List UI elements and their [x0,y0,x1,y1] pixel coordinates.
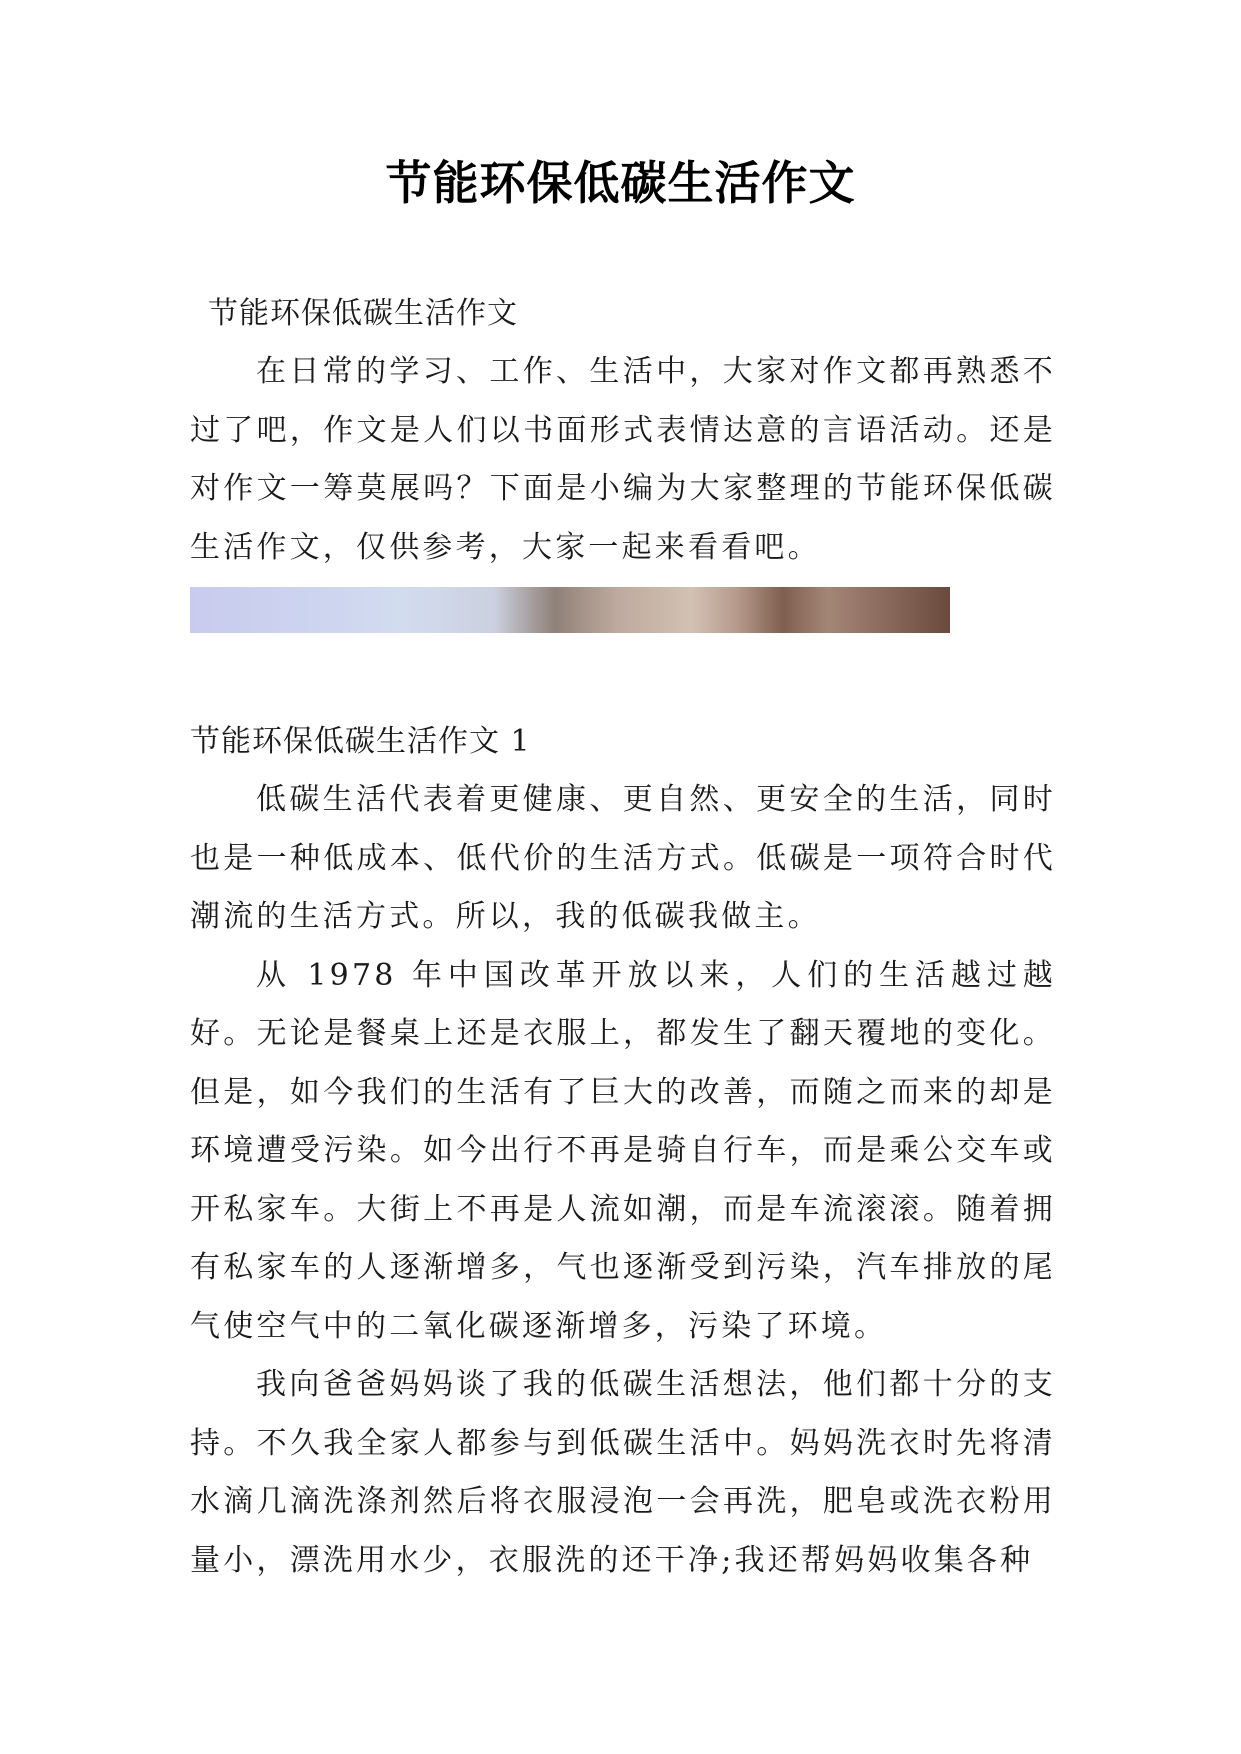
document-body [190,285,1056,1590]
section-heading: 节能环保低碳生活作文 1 [190,724,531,759]
body-paragraph: 从 1978 年中国改革开放以来，人们的生活越过越好。无论是餐桌上还是衣服上，都发生了翻天覆地的变化。但是，如今我们的生活有了巨大的改善，而随之而来的却是环境遭受污染。如今出行不再是骑自行车，而是乘公交车或开私家车。大街上不再是人流如潮，而是车流滚滚。随着拥有私家车的人逐渐增多，气也逐渐受到污染，汽车排放的尾气使空气中的二氧化碳逐渐增多，污染了环境。 [190,957,1056,1344]
banner-image [190,587,950,633]
document-subtitle: 节能环保低碳生活作文 [208,296,518,331]
intro-paragraph: 在日常的学习、工作、生活中，大家对作文都再熟悉不过了吧，作文是人们以书面形式表情达意的言语活动。还是对作文一筹莫展吗？下面是小编为大家整理的节能环保低碳生活作文，仅供参考，大家一起来看看吧。 [190,354,1056,565]
body-paragraph: 我向爸爸妈妈谈了我的低碳生活想法，他们都十分的支持。不久我全家人都参与到低碳生活中。妈妈洗衣时先将清水滴几滴洗涤剂然后将衣服浸泡一会再洗，肥皂或洗衣粉用量小，漂洗用水少，衣服洗的还干净;我还帮妈妈收集各种 [190,1367,1056,1578]
document-title: 节能环保低碳生活作文 [385,156,856,210]
body-paragraph: 低碳生活代表着更健康、更自然、更安全的生活，同时也是一种低成本、低代价的生活方式。低碳是一项符合时代潮流的生活方式。所以，我的低碳我做主。 [190,782,1056,934]
